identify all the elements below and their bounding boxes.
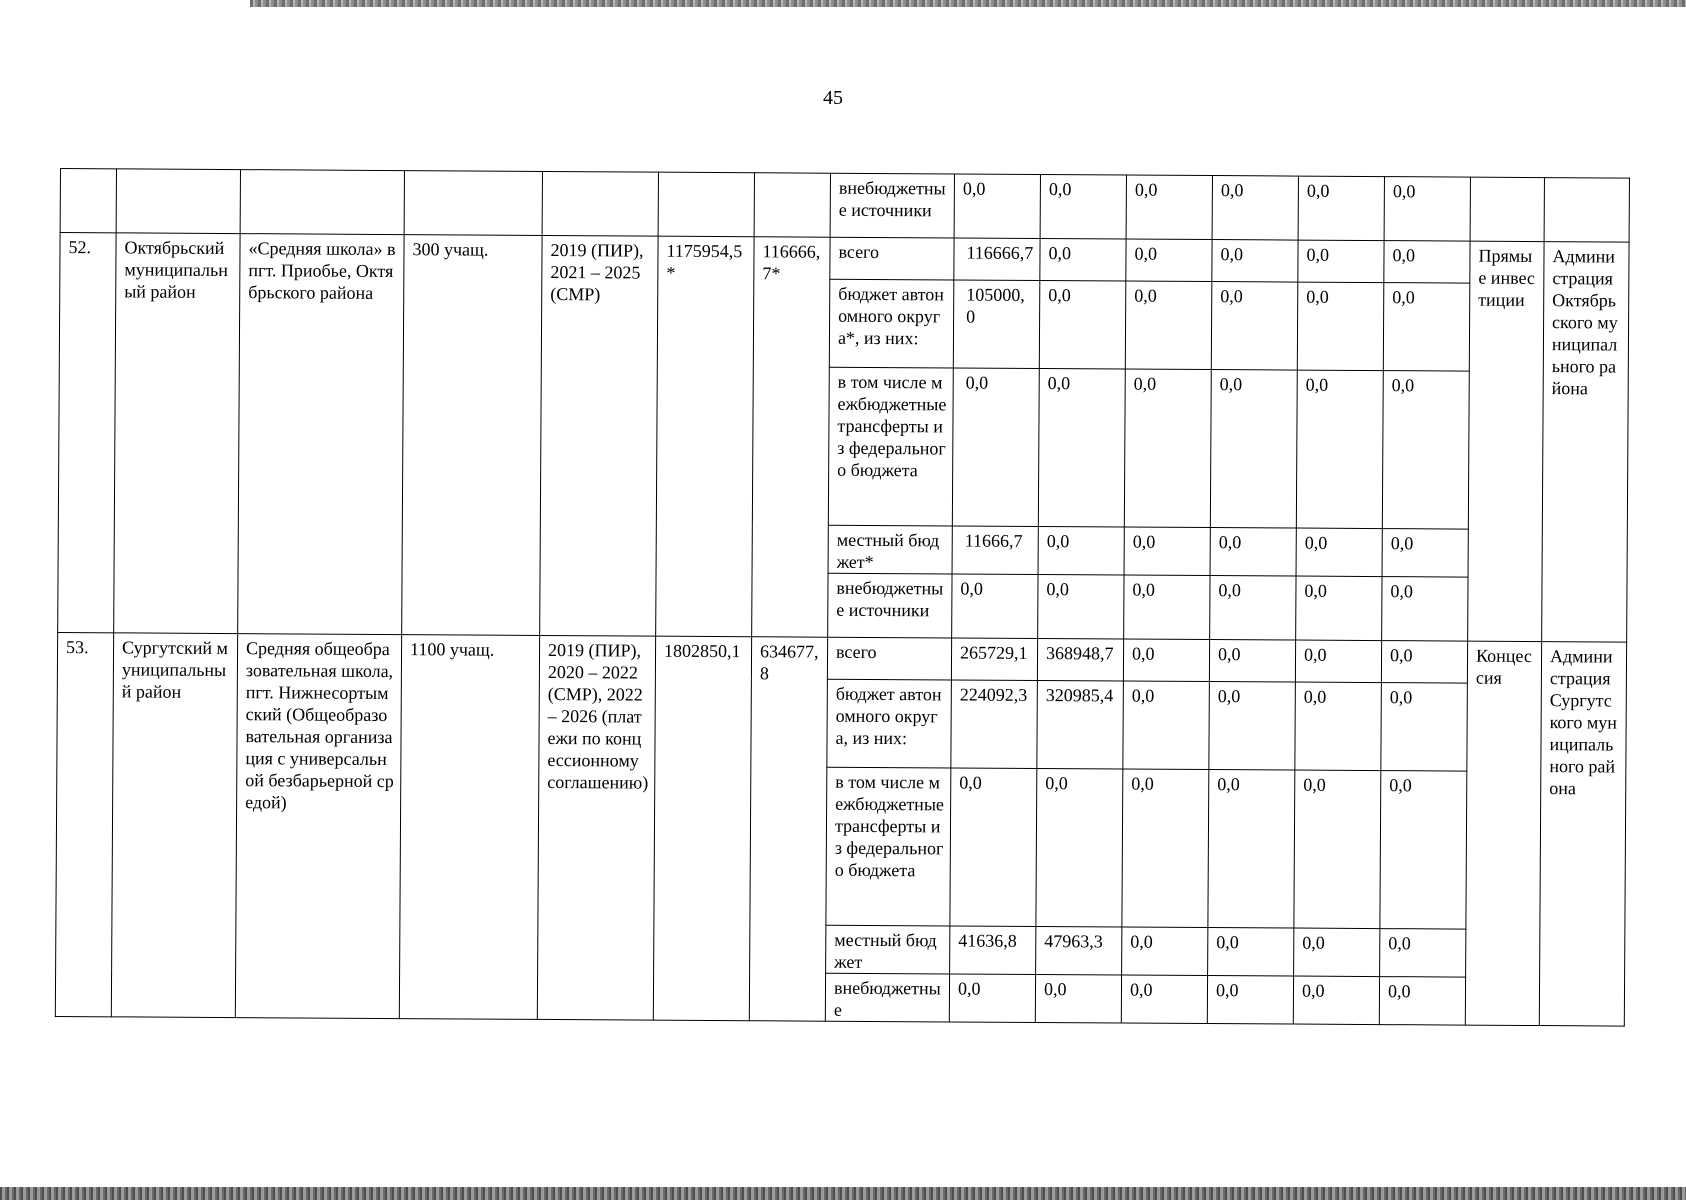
object-name: Средняя общеобразовательная школа, пгт. Нижнесортымский (Общеобразовательная организация с универсальной безбарьерной средой) [235,634,401,1019]
value-cell: 0,0 [1380,929,1466,978]
value-cell: 0,0 [1294,928,1380,977]
empty-cell [116,169,240,234]
row-number: 52. [58,233,116,633]
value-cell: 0,0 [1211,282,1298,371]
value-cell: 0,0 [1125,281,1212,370]
value-cell: 0,0 [1382,371,1469,530]
value-cell: 0,0 [1040,174,1126,239]
object-name: «Средняя школа» в пгт. Приобье, Октябрьского района [238,234,404,635]
empty-cell [658,172,754,237]
funding-source: в том числе межбюджетные трансферты из федерального бюджета [826,767,951,926]
value-cell: 0,0 [1381,683,1468,772]
value-cell: 0,0 [1123,681,1210,770]
value-cell: 11666,7 [952,526,1038,575]
value-cell: 0,0 [1038,526,1124,575]
value-cell: 368948,7 [1037,638,1123,681]
value-cell: 0,0 [1381,641,1467,684]
table-row [60,233,1629,285]
investment-mechanism: Концессия [1465,641,1541,1025]
value-cell: 0,0 [1296,576,1382,641]
value-cell: 0,0 [1293,976,1379,1025]
value-cell: 0,0 [1384,241,1470,284]
value-cell: 0,0 [1294,770,1381,929]
value-cell: 0,0 [1296,528,1382,577]
remaining-cost: 634677,8 [749,637,827,1021]
value-cell: 0,0 [1298,176,1384,241]
value-cell: 0,0 [1123,639,1209,682]
empty-cell [1544,178,1629,243]
funding-source: всего [830,237,954,280]
empty-cell [60,169,116,233]
value-cell: 0,0 [1379,977,1465,1026]
value-cell: 116666,7 [954,238,1040,281]
page-number: 45 [823,87,843,109]
responsible-body: Администрация Сургутского муниципального района [1539,642,1626,1027]
value-cell: 0,0 [1383,283,1470,372]
funding-source: всего [827,637,951,680]
scan-edge-bottom [0,1187,1686,1200]
value-cell: 0,0 [1297,282,1384,371]
value-cell: 0,0 [1124,527,1210,576]
value-cell: 0,0 [1207,976,1293,1025]
value-cell: 0,0 [1210,528,1296,577]
table-row [57,632,1626,684]
value-cell: 0,0 [1035,974,1121,1023]
value-cell: 0,0 [1038,368,1125,527]
empty-cell [240,170,404,235]
value-cell: 0,0 [1039,280,1126,369]
value-cell: 0,0 [1212,240,1298,283]
value-cell: 0,0 [1121,975,1207,1024]
value-cell: 0,0 [1036,768,1123,927]
value-cell: 0,0 [1382,577,1468,642]
empty-cell [754,173,830,237]
investment-mechanism: Прямые инвестиции [1468,241,1544,641]
value-cell: 0,0 [1210,576,1296,641]
empty-cell [542,171,658,236]
table-row [60,169,1629,243]
total-cost: 1175954,5* [656,236,754,637]
municipality: Октябрьский муниципальный район [114,233,240,634]
value-cell: 0,0 [1126,175,1212,240]
row-number: 53. [55,632,113,1016]
value-cell: 0,0 [950,768,1037,927]
funding-source: в том числе межбюджетные трансферты из федерального бюджета [828,367,953,526]
value-cell: 47963,3 [1036,926,1122,975]
value-cell: 0,0 [1208,770,1295,929]
value-cell: 0,0 [1122,769,1209,928]
value-cell: 0,0 [1382,529,1468,578]
municipality: Сургутский муниципальный район [111,633,237,1018]
value-cell: 0,0 [1208,928,1294,977]
scan-edge-top [250,0,1686,7]
value-cell: 0,0 [1040,238,1126,281]
empty-cell [404,171,542,236]
value-cell: 0,0 [1380,771,1467,930]
total-cost: 1802850,1 [653,636,751,1021]
value-cell: 0,0 [1038,574,1124,639]
value-cell: 0,0 [1124,369,1211,528]
value-cell: 0,0 [1295,682,1382,771]
funding-source: бюджет автономного округа*, из них: [829,279,954,368]
value-cell: 224092,3 [951,680,1038,769]
value-cell: 0,0 [1296,370,1383,529]
value-cell: 0,0 [1126,239,1212,282]
funding-source: внебюджетные [825,973,949,1022]
value-cell: 0,0 [952,574,1038,639]
value-cell: 105000,0 [953,280,1040,369]
value-cell: 0,0 [1298,240,1384,283]
value-cell: 0,0 [1209,640,1295,683]
value-cell: 0,0 [1209,682,1296,771]
capacity: 1100 учащ. [399,635,539,1020]
period: 2019 (ПИР), 2021 – 2025 (СМР) [540,235,658,636]
funding-source: местный бюджет* [828,525,952,574]
value-cell: 0,0 [1210,370,1297,529]
remaining-cost: 116666,7* [752,237,830,637]
value-cell: 0,0 [949,974,1035,1023]
funding-source: местный бюджет [826,925,950,974]
responsible-body: Администрация Октябрьского муниципального района [1542,242,1629,643]
empty-cell [1470,177,1544,241]
value-cell: 0,0 [954,174,1040,239]
value-cell: 265729,1 [951,638,1037,681]
capacity: 300 учащ. [402,235,542,636]
value-cell: 320985,4 [1037,680,1124,769]
value-cell: 41636,8 [950,926,1036,975]
value-cell: 0,0 [1212,176,1298,241]
funding-source: бюджет автономного округа, из них: [827,679,952,768]
period: 2019 (ПИР), 2020 – 2022 (СМР), 2022 – 2026 (платежи по концессионному соглашению) [537,635,655,1020]
budget-table-wrapper [55,168,1625,1027]
funding-source: внебюджетные источники [830,173,954,238]
value-cell: 0,0 [1124,575,1210,640]
budget-table [55,168,1630,1027]
funding-source: внебюджетные источники [828,573,952,638]
value-cell: 0,0 [1122,927,1208,976]
value-cell: 0,0 [1295,640,1381,683]
value-cell: 0,0 [952,368,1039,527]
value-cell: 0,0 [1384,177,1470,242]
